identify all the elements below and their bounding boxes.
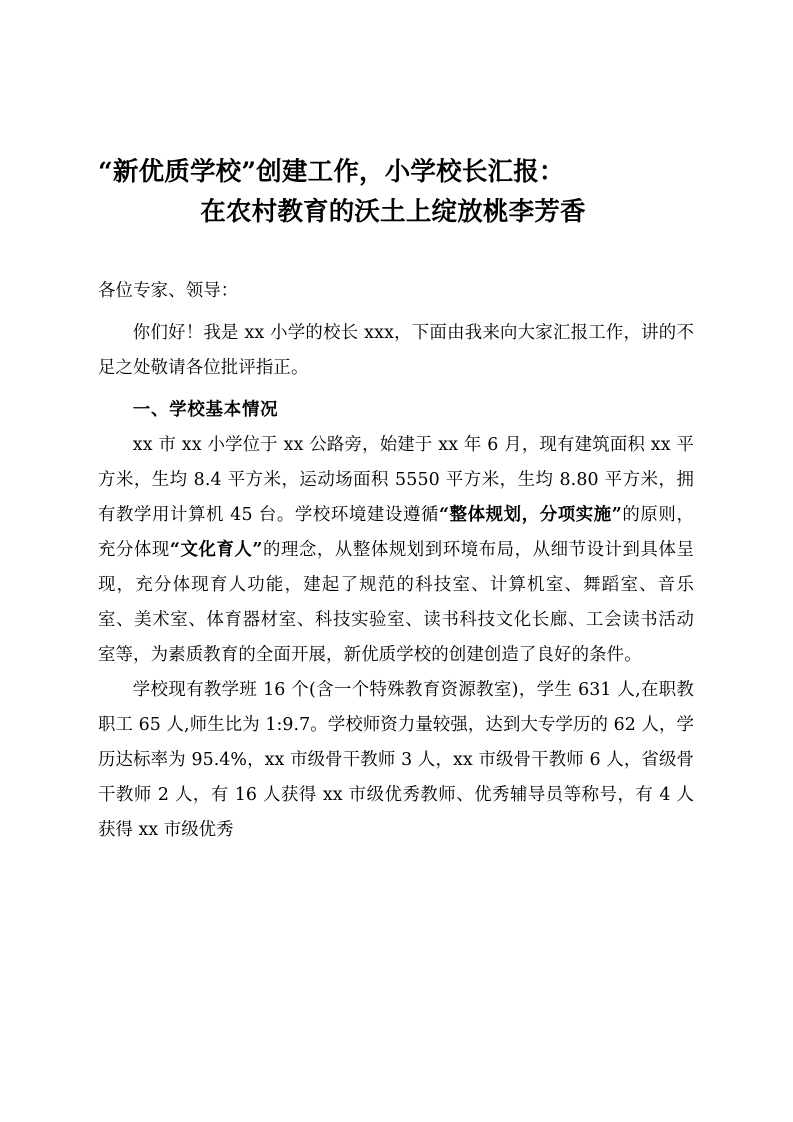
text-run: 的理念，从整体规划到环境布局，从细节设计到具体呈现，充分体现育人功能，建起了规范的科技室、计算机室、舞蹈室、音乐室、美术室、体育器材室、科技实验室、读书科技文化长廊、工会读书活动室等，为素质教育的全面开展，新优质学校的创建创造了良好的条件。 bbox=[98, 540, 694, 665]
intro-paragraph: 你们好！我是 xx 小学的校长 xxx，下面由我来向大家汇报工作，讲的不足之处敬请各位批评指正。 bbox=[98, 323, 694, 378]
text-run: xx 市 xx 小学位于 xx 公路旁，始建于 xx 年 6 月，现有建筑面积 xx 平方米，生均 8.4 平方米，运动场面积 5550 平方米，生均 8.80 平方米，拥有教学用计算机 45 台。学校环境建设遵循 bbox=[98, 435, 694, 525]
emphasized-phrase: “整体规划，分项实施” bbox=[439, 505, 622, 525]
salutation: 各位专家、领导： bbox=[98, 281, 239, 301]
page-title-line-1: “新优质学校”创建工作，小学校长汇报： bbox=[98, 157, 565, 187]
section-heading-basic-info: 一、学校基本情况 bbox=[132, 400, 279, 420]
text-run: 的原则，充分体现 bbox=[98, 505, 694, 560]
text-run: 学校现有教学班 16 个(含一个特殊教育资源教室)，学生 631 人,在职教职工 65 人,师生比为 1:9.7。学校师资力量较强，达到大专学历的 62 人，学历达标率为 95.4%，xx 市级骨干教师 3 人，xx 市级骨干教师 6 人，省级骨干教师 2 人，有 16 人获得 xx 市级优秀教师、优秀辅导员等称号，有 4 人获得 xx 市级优秀 bbox=[98, 680, 694, 840]
page-title bbox=[98, 0, 694, 232]
paragraph-staffing bbox=[98, 673, 694, 848]
page-title-line-2: 在农村教育的沃土上绽放桃李芳香 bbox=[200, 197, 586, 227]
paragraph-facilities bbox=[98, 428, 694, 673]
document-body bbox=[98, 0, 694, 848]
emphasized-phrase: “文化育人” bbox=[169, 540, 263, 560]
